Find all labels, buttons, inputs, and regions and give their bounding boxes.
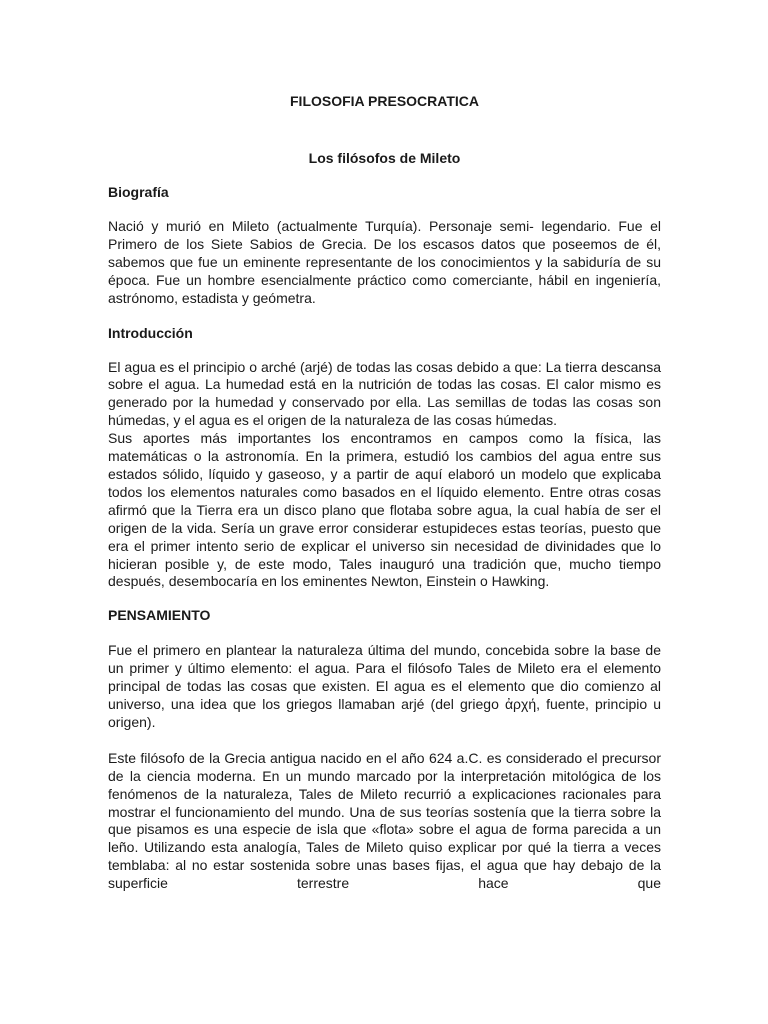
paragraph-pensamiento-2: Este filósofo de la Grecia antigua nacido en el año 624 a.C. es considerado el precursor de la ciencia moderna. En un mundo marcado por la interpretación mitológica de los fenómenos de la naturaleza, Tales de Mileto recurrió a explicaciones racionales para mostrar el funcionamiento del mundo. Una de sus teorías sostenía que la tierra sobre la que pisamos es una especie de isla que «flota» sobre el agua de forma parecida a un leño. Utilizando esta analogía, Tales de Mileto quiso explicar por qué la tierra a veces temblaba: al no estar sostenida sobre unas bases fijas, el agua que hay debajo de la superficie terrestre hace que xyxy=(108,749,661,892)
paragraph-pensamiento-1: Fue el primero en plantear la naturaleza última del mundo, concebida sobre la base de un primer y último elemento: el agua. Para el filósofo Tales de Mileto era el elemento principal de todas las cosas que existen. El agua es el elemento que dio comienzo al universo, una idea que los griegos llamaban arjé (del griego ἀρχή, fuente, principio u origen). xyxy=(108,642,661,730)
paragraph-introduccion-1: El agua es el principio o arché (arjé) de todas las cosas debido a que: La tierra descansa sobre el agua. La humedad está en la nutrición de todas las cosas. El calor mismo es generado por la humedad y conservado por ella. Las semillas de todas las cosas son húmedas, y el agua es el origen de la naturaleza de las cosas húmedas. xyxy=(108,358,661,429)
document-page xyxy=(108,92,661,893)
section-heading-pensamiento: PENSAMIENTO xyxy=(108,607,211,624)
paragraph-introduccion-2: Sus aportes más importantes los encontramos en campos como la física, las matemáticas o la astronomía. En la primera, estudió los cambios del agua entre sus estados sólido, líquido y gaseoso, y a partir de aquí elaboró un modelo que explicaba todos los elementos naturales como basados en el líquido elemento. Entre otras cosas afirmó que la Tierra era un disco plano que flotaba sobre agua, la cual había de ser el origen de la vida. Sería un grave error considerar estupideces estas teorías, puesto que era el primer intento serio de explicar el universo sin necesidad de divinidades que lo hicieran posible y, de este modo, Tales inauguró una tradición que, mucho tiempo después, desembocaría en los eminentes Newton, Einstein o Hawking. xyxy=(108,430,661,590)
document-title: FILOSOFIA PRESOCRATICA xyxy=(290,93,479,109)
paragraph-biografia: Nació y murió en Mileto (actualmente Turquía). Personaje semi- legendario. Fue el Primero de los Siete Sabios de Grecia. De los escasos datos que poseemos de él, sabemos que fue un eminente representante de los conocimientos y la sabiduría de su época. Fue un hombre esencialmente práctico como comerciante, hábil en ingeniería, astrónomo, estadista y geómetra. xyxy=(108,218,661,306)
section-heading-introduccion: Introducción xyxy=(108,324,193,341)
section-heading-biografia: Biografía xyxy=(108,184,169,200)
document-subtitle: Los filósofos de Mileto xyxy=(308,150,461,166)
